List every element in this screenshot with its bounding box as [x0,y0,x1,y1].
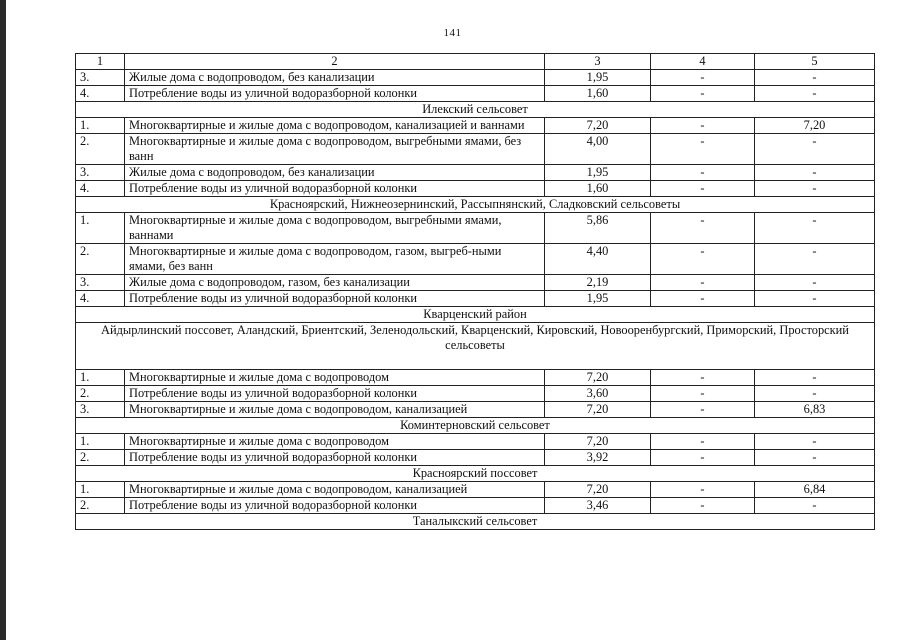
row-number: 1. [76,482,125,498]
value-col-4: - [651,482,755,498]
value-col-4: - [651,244,755,275]
row-number: 2. [76,386,125,402]
value-col-5: 6,83 [755,402,875,418]
value-col-4: - [651,275,755,291]
row-description: Потребление воды из уличной водоразборной колонки [125,498,545,514]
value-col-3: 1,60 [545,181,651,197]
value-col-5: - [755,386,875,402]
value-col-5: - [755,434,875,450]
value-col-4: - [651,213,755,244]
row-number: 2. [76,450,125,466]
table-row [76,275,875,291]
table-row [76,165,875,181]
value-col-5: - [755,291,875,307]
row-description: Многоквартирные и жилые дома с водопроводом, канализацией и ваннами [125,118,545,134]
row-number: 4. [76,291,125,307]
value-col-5: - [755,370,875,386]
value-col-5: - [755,213,875,244]
row-description: Многоквартирные и жилые дома с водопроводом [125,434,545,450]
value-col-4: - [651,118,755,134]
value-col-5: 7,20 [755,118,875,134]
row-description: Жилые дома с водопроводом, без канализации [125,165,545,181]
value-col-5: - [755,450,875,466]
table-header-row [76,54,875,70]
table-row [76,291,875,307]
section-row [76,197,875,213]
value-col-3: 5,86 [545,213,651,244]
table-row [76,118,875,134]
header-cell-3: 3 [545,54,651,70]
row-number: 2. [76,498,125,514]
section-title: Таналыкский сельсовет [76,514,875,530]
row-description: Многоквартирные и жилые дома с водопроводом, канализацией [125,482,545,498]
value-col-4: - [651,165,755,181]
table-row [76,244,875,275]
row-number: 1. [76,118,125,134]
row-number: 4. [76,181,125,197]
value-col-4: - [651,86,755,102]
value-col-5: - [755,86,875,102]
section-title: Красноярский поссовет [76,466,875,482]
value-col-3: 7,20 [545,370,651,386]
row-description: Многоквартирные и жилые дома с водопроводом, газом, выгреб-ными ямами, без ванн [125,244,545,275]
table-row [76,134,875,165]
value-col-5: - [755,181,875,197]
value-col-3: 1,95 [545,165,651,181]
row-number: 1. [76,434,125,450]
header-cell-4: 4 [651,54,755,70]
value-col-5: - [755,70,875,86]
header-cell-2: 2 [125,54,545,70]
table-row [76,213,875,244]
tariff-table [75,53,875,530]
page-number: 141 [443,27,462,39]
value-col-5: - [755,275,875,291]
value-col-3: 3,46 [545,498,651,514]
value-col-3: 7,20 [545,434,651,450]
section-row [76,102,875,118]
section-title: Айдырлинский поссовет, Аландский, Бриентский, Зеленодольский, Кварценский, Кировский, Новооренбургский, Приморский, Просторский сельсоветы [76,323,875,370]
table-row [76,370,875,386]
scan-edge [0,0,6,640]
row-number: 3. [76,70,125,86]
row-description: Потребление воды из уличной водоразборной колонки [125,450,545,466]
value-col-4: - [651,70,755,86]
row-number: 1. [76,370,125,386]
value-col-3: 4,00 [545,134,651,165]
row-number: 2. [76,244,125,275]
value-col-5: - [755,134,875,165]
row-description: Многоквартирные и жилые дома с водопроводом, выгребными ямами, ваннами [125,213,545,244]
table-row [76,386,875,402]
value-col-3: 1,95 [545,70,651,86]
value-col-3: 2,19 [545,275,651,291]
value-col-3: 3,92 [545,450,651,466]
row-number: 1. [76,213,125,244]
value-col-4: - [651,370,755,386]
value-col-4: - [651,181,755,197]
section-row [76,323,875,370]
value-col-5: - [755,498,875,514]
value-col-3: 1,60 [545,86,651,102]
value-col-4: - [651,498,755,514]
row-number: 3. [76,402,125,418]
row-description: Жилые дома с водопроводом, без канализации [125,70,545,86]
value-col-3: 3,60 [545,386,651,402]
row-description: Многоквартирные и жилые дома с водопроводом, выгребными ямами, без ванн [125,134,545,165]
value-col-4: - [651,291,755,307]
section-title: Илекский сельсовет [76,102,875,118]
row-description: Потребление воды из уличной водоразборной колонки [125,86,545,102]
value-col-4: - [651,450,755,466]
table-row [76,498,875,514]
table-row [76,450,875,466]
header-cell-5: 5 [755,54,875,70]
header-cell-1: 1 [76,54,125,70]
table-row [76,434,875,450]
table-row [76,181,875,197]
row-description: Многоквартирные и жилые дома с водопроводом [125,370,545,386]
table-row [76,70,875,86]
section-row [76,307,875,323]
table-row [76,402,875,418]
row-description: Потребление воды из уличной водоразборной колонки [125,386,545,402]
value-col-3: 7,20 [545,402,651,418]
section-title: Коминтерновский сельсовет [76,418,875,434]
section-title: Кварценский район [76,307,875,323]
value-col-5: 6,84 [755,482,875,498]
value-col-5: - [755,244,875,275]
row-description: Потребление воды из уличной водоразборной колонки [125,181,545,197]
value-col-4: - [651,134,755,165]
row-description: Жилые дома с водопроводом, газом, без канализации [125,275,545,291]
value-col-3: 4,40 [545,244,651,275]
row-number: 2. [76,134,125,165]
section-title: Красноярский, Нижнеозернинский, Рассыпнянский, Сладковский сельсоветы [76,197,875,213]
value-col-3: 1,95 [545,291,651,307]
row-number: 3. [76,165,125,181]
row-number: 3. [76,275,125,291]
row-number: 4. [76,86,125,102]
table-row [76,86,875,102]
table-row [76,482,875,498]
row-description: Потребление воды из уличной водоразборной колонки [125,291,545,307]
value-col-4: - [651,386,755,402]
row-description: Многоквартирные и жилые дома с водопроводом, канализацией [125,402,545,418]
section-row [76,418,875,434]
value-col-5: - [755,165,875,181]
value-col-3: 7,20 [545,482,651,498]
value-col-4: - [651,434,755,450]
value-col-4: - [651,402,755,418]
value-col-3: 7,20 [545,118,651,134]
section-row [76,514,875,530]
section-row [76,466,875,482]
